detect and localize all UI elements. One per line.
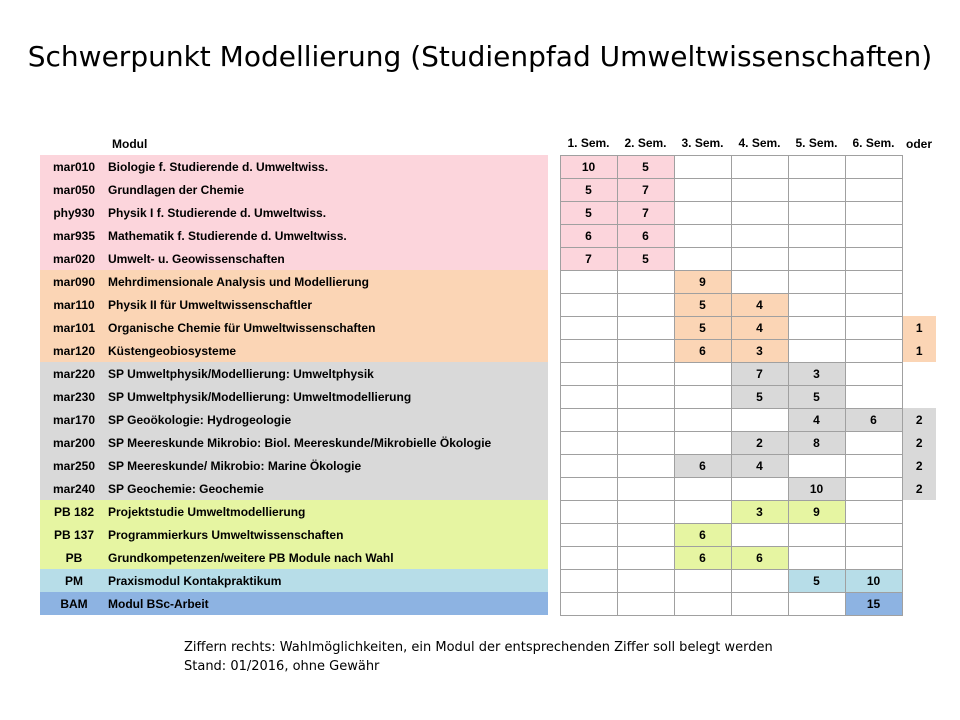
module-plan-table — [40, 132, 936, 616]
semester-cell — [731, 408, 788, 431]
spacer — [548, 339, 560, 362]
module-code: BAM — [40, 592, 108, 615]
oder-cell — [902, 546, 936, 569]
semester-cell — [617, 523, 674, 546]
oder-cell — [902, 293, 936, 316]
semester-cell — [845, 293, 902, 316]
semester-header: 3. Sem. — [681, 136, 724, 151]
semester-cell — [560, 454, 617, 477]
semester-cell: 6 — [617, 224, 674, 247]
spacer — [548, 224, 560, 247]
semester-cell: 7 — [560, 247, 617, 270]
semester-cell — [560, 316, 617, 339]
semester-cell — [731, 201, 788, 224]
code-header — [40, 132, 108, 155]
oder-header: oder — [905, 136, 932, 151]
semester-cell: 5 — [617, 247, 674, 270]
table-row — [40, 155, 936, 178]
semester-cell — [674, 201, 731, 224]
module-name: Grundlagen der Chemie — [108, 178, 548, 201]
module-code: mar250 — [40, 454, 108, 477]
module-name: SP Umweltphysik/Modellierung: Umweltmodellierung — [108, 385, 548, 408]
module-code: mar010 — [40, 155, 108, 178]
semester-cell — [617, 316, 674, 339]
semester-cell — [731, 477, 788, 500]
semester-cell — [845, 454, 902, 477]
spacer — [548, 592, 560, 615]
semester-header: 1. Sem. — [567, 136, 610, 151]
module-name: Physik I f. Studierende d. Umweltwiss. — [108, 201, 548, 224]
oder-cell — [902, 155, 936, 178]
semester-cell — [731, 270, 788, 293]
module-name: Umwelt- u. Geowissenschaften — [108, 247, 548, 270]
table-row — [40, 270, 936, 293]
spacer — [548, 431, 560, 454]
module-code: mar240 — [40, 477, 108, 500]
semester-cell — [788, 523, 845, 546]
oder-cell — [902, 523, 936, 546]
footnote — [184, 638, 773, 676]
semester-cell — [674, 385, 731, 408]
oder-cell — [902, 247, 936, 270]
semester-cell — [617, 477, 674, 500]
semester-cell — [560, 592, 617, 615]
semester-cell — [788, 293, 845, 316]
header-row — [40, 132, 936, 155]
semester-header: 6. Sem. — [852, 136, 895, 151]
semester-cell: 6 — [674, 454, 731, 477]
spacer — [548, 569, 560, 592]
table-row — [40, 408, 936, 431]
semester-cell — [617, 569, 674, 592]
module-name: Grundkompetenzen/weitere PB Module nach Wahl — [108, 546, 548, 569]
semester-cell — [560, 408, 617, 431]
semester-cell — [731, 178, 788, 201]
semester-cell: 4 — [788, 408, 845, 431]
semester-cell — [560, 293, 617, 316]
spacer — [548, 385, 560, 408]
spacer — [548, 408, 560, 431]
semester-cell — [788, 270, 845, 293]
semester-cell — [617, 408, 674, 431]
semester-cell: 2 — [731, 431, 788, 454]
spacer — [548, 316, 560, 339]
semester-header: 5. Sem. — [795, 136, 838, 151]
module-code: mar230 — [40, 385, 108, 408]
module-name: SP Geochemie: Geochemie — [108, 477, 548, 500]
module-code: PB 137 — [40, 523, 108, 546]
oder-cell: 1 — [902, 316, 936, 339]
semester-cell: 7 — [617, 201, 674, 224]
spacer — [548, 362, 560, 385]
semester-cell — [845, 362, 902, 385]
module-name: SP Meereskunde/ Mikrobio: Marine Ökologie — [108, 454, 548, 477]
module-name: Organische Chemie für Umweltwissenschaften — [108, 316, 548, 339]
footnote-line: Ziffern rechts: Wahlmöglichkeiten, ein Modul der entsprechenden Ziffer soll belegt werden — [184, 640, 773, 655]
oder-cell — [902, 592, 936, 615]
table-row — [40, 316, 936, 339]
oder-cell — [902, 500, 936, 523]
semester-cell — [560, 523, 617, 546]
semester-cell: 5 — [788, 569, 845, 592]
module-code: PB 182 — [40, 500, 108, 523]
oder-cell: 2 — [902, 431, 936, 454]
table-row — [40, 477, 936, 500]
semester-cell — [788, 178, 845, 201]
oder-cell — [902, 224, 936, 247]
semester-cell: 6 — [674, 546, 731, 569]
semester-cell — [674, 408, 731, 431]
oder-cell: 2 — [902, 477, 936, 500]
module-code: phy930 — [40, 201, 108, 224]
semester-cell — [845, 247, 902, 270]
module-code: mar170 — [40, 408, 108, 431]
oder-cell — [902, 201, 936, 224]
semester-cell — [674, 362, 731, 385]
module-name: SP Umweltphysik/Modellierung: Umweltphysik — [108, 362, 548, 385]
semester-cell: 5 — [560, 201, 617, 224]
semester-cell — [845, 316, 902, 339]
semester-cell — [617, 454, 674, 477]
oder-cell: 1 — [902, 339, 936, 362]
table-row — [40, 546, 936, 569]
semester-cell — [560, 431, 617, 454]
semester-cell: 10 — [788, 477, 845, 500]
semester-cell — [845, 270, 902, 293]
semester-cell — [674, 178, 731, 201]
table-row — [40, 523, 936, 546]
semester-cell — [617, 293, 674, 316]
semester-cell — [674, 569, 731, 592]
semester-cell — [845, 178, 902, 201]
module-code: mar220 — [40, 362, 108, 385]
oder-cell: 2 — [902, 454, 936, 477]
spacer — [548, 293, 560, 316]
semester-cell — [788, 339, 845, 362]
module-code: PB — [40, 546, 108, 569]
oder-cell — [902, 178, 936, 201]
table-row — [40, 385, 936, 408]
spacer — [548, 270, 560, 293]
semester-cell — [674, 592, 731, 615]
semester-cell — [617, 546, 674, 569]
module-rows — [40, 155, 936, 615]
semester-cell — [788, 316, 845, 339]
module-name: Mathematik f. Studierende d. Umweltwiss. — [108, 224, 548, 247]
semester-cell — [731, 592, 788, 615]
semester-cell — [788, 201, 845, 224]
table-row — [40, 178, 936, 201]
semester-cell — [845, 201, 902, 224]
semester-cell: 3 — [731, 339, 788, 362]
table-row — [40, 362, 936, 385]
semester-cell — [617, 592, 674, 615]
semester-cell — [617, 270, 674, 293]
spacer — [548, 178, 560, 201]
module-name: Physik II für Umweltwissenschaftler — [108, 293, 548, 316]
semester-cell — [560, 270, 617, 293]
module-code: PM — [40, 569, 108, 592]
semester-cell — [674, 500, 731, 523]
semester-cell — [788, 546, 845, 569]
semester-cell — [560, 569, 617, 592]
semester-cell: 5 — [788, 385, 845, 408]
semester-header: 4. Sem. — [738, 136, 781, 151]
semester-cell: 5 — [674, 293, 731, 316]
semester-cell — [845, 385, 902, 408]
table-row — [40, 431, 936, 454]
oder-cell: 2 — [902, 408, 936, 431]
semester-cell — [845, 339, 902, 362]
table-row — [40, 247, 936, 270]
spacer — [548, 454, 560, 477]
module-code: mar935 — [40, 224, 108, 247]
semester-cell — [560, 339, 617, 362]
oder-cell — [902, 569, 936, 592]
semester-cell — [674, 247, 731, 270]
module-name: Mehrdimensionale Analysis und Modellierung — [108, 270, 548, 293]
table-row — [40, 224, 936, 247]
semester-cell — [617, 385, 674, 408]
semester-cell — [731, 155, 788, 178]
semester-cell — [845, 155, 902, 178]
semester-cell: 6 — [731, 546, 788, 569]
gap-header — [548, 132, 560, 155]
module-code: mar101 — [40, 316, 108, 339]
semester-cell: 4 — [731, 316, 788, 339]
semester-cell — [731, 224, 788, 247]
semester-header: 2. Sem. — [624, 136, 667, 151]
semester-cell: 8 — [788, 431, 845, 454]
spacer — [548, 523, 560, 546]
semester-cell — [617, 339, 674, 362]
semester-cell — [560, 546, 617, 569]
semester-cell: 5 — [560, 178, 617, 201]
spacer — [548, 247, 560, 270]
module-name: SP Geoökologie: Hydrogeologie — [108, 408, 548, 431]
module-code: mar090 — [40, 270, 108, 293]
semester-cell — [560, 500, 617, 523]
table-row — [40, 592, 936, 615]
semester-cell — [617, 431, 674, 454]
module-code: mar050 — [40, 178, 108, 201]
semester-cell: 9 — [788, 500, 845, 523]
module-header: Modul — [112, 136, 148, 151]
semester-cell — [674, 431, 731, 454]
semester-cell — [560, 477, 617, 500]
semester-cell: 15 — [845, 592, 902, 615]
module-code: mar200 — [40, 431, 108, 454]
semester-cell: 7 — [731, 362, 788, 385]
semester-cell: 5 — [617, 155, 674, 178]
oder-cell — [902, 385, 936, 408]
semester-cell: 6 — [674, 523, 731, 546]
table-row — [40, 339, 936, 362]
spacer — [548, 477, 560, 500]
module-name: Praxismodul Kontakpraktikum — [108, 569, 548, 592]
semester-cell: 4 — [731, 454, 788, 477]
spacer — [548, 500, 560, 523]
spacer — [548, 155, 560, 178]
semester-cell — [788, 247, 845, 270]
table-row — [40, 500, 936, 523]
semester-cell — [845, 431, 902, 454]
footnote-line: Stand: 01/2016, ohne Gewähr — [184, 659, 380, 674]
semester-cell — [845, 523, 902, 546]
semester-cell — [788, 155, 845, 178]
semester-cell — [560, 362, 617, 385]
page-title: Schwerpunkt Modellierung (Studienpfad Umweltwissenschaften) — [27, 40, 933, 73]
semester-cell — [788, 454, 845, 477]
semester-cell — [617, 500, 674, 523]
semester-cell — [674, 477, 731, 500]
table-row — [40, 569, 936, 592]
semester-cell — [674, 155, 731, 178]
table-row — [40, 454, 936, 477]
semester-cell: 6 — [845, 408, 902, 431]
module-name: Projektstudie Umweltmodellierung — [108, 500, 548, 523]
module-name: Modul BSc-Arbeit — [108, 592, 548, 615]
module-name: Biologie f. Studierende d. Umweltwiss. — [108, 155, 548, 178]
semester-cell: 4 — [731, 293, 788, 316]
semester-cell — [674, 224, 731, 247]
semester-cell — [788, 592, 845, 615]
spacer — [548, 201, 560, 224]
semester-cell: 6 — [674, 339, 731, 362]
semester-cell: 5 — [674, 316, 731, 339]
semester-cell: 7 — [617, 178, 674, 201]
semester-cell: 3 — [731, 500, 788, 523]
table-row — [40, 201, 936, 224]
semester-cell: 6 — [560, 224, 617, 247]
oder-cell — [902, 270, 936, 293]
semester-cell: 10 — [560, 155, 617, 178]
semester-cell — [731, 569, 788, 592]
module-name: Programmierkurs Umweltwissenschaften — [108, 523, 548, 546]
semester-cell — [617, 362, 674, 385]
semester-cell: 10 — [845, 569, 902, 592]
semester-cell: 9 — [674, 270, 731, 293]
semester-cell — [845, 500, 902, 523]
semester-cell — [788, 224, 845, 247]
module-name: Küstengeobiosysteme — [108, 339, 548, 362]
semester-cell — [560, 385, 617, 408]
module-name: SP Meereskunde Mikrobio: Biol. Meereskunde/Mikrobielle Ökologie — [108, 431, 548, 454]
oder-cell — [902, 362, 936, 385]
semester-cell — [845, 546, 902, 569]
module-code: mar120 — [40, 339, 108, 362]
spacer — [548, 546, 560, 569]
semester-cell: 3 — [788, 362, 845, 385]
semester-cell — [845, 224, 902, 247]
module-code: mar020 — [40, 247, 108, 270]
semester-cell — [731, 523, 788, 546]
semester-cell: 5 — [731, 385, 788, 408]
semester-cell — [731, 247, 788, 270]
semester-cell — [845, 477, 902, 500]
module-code: mar110 — [40, 293, 108, 316]
table-row — [40, 293, 936, 316]
